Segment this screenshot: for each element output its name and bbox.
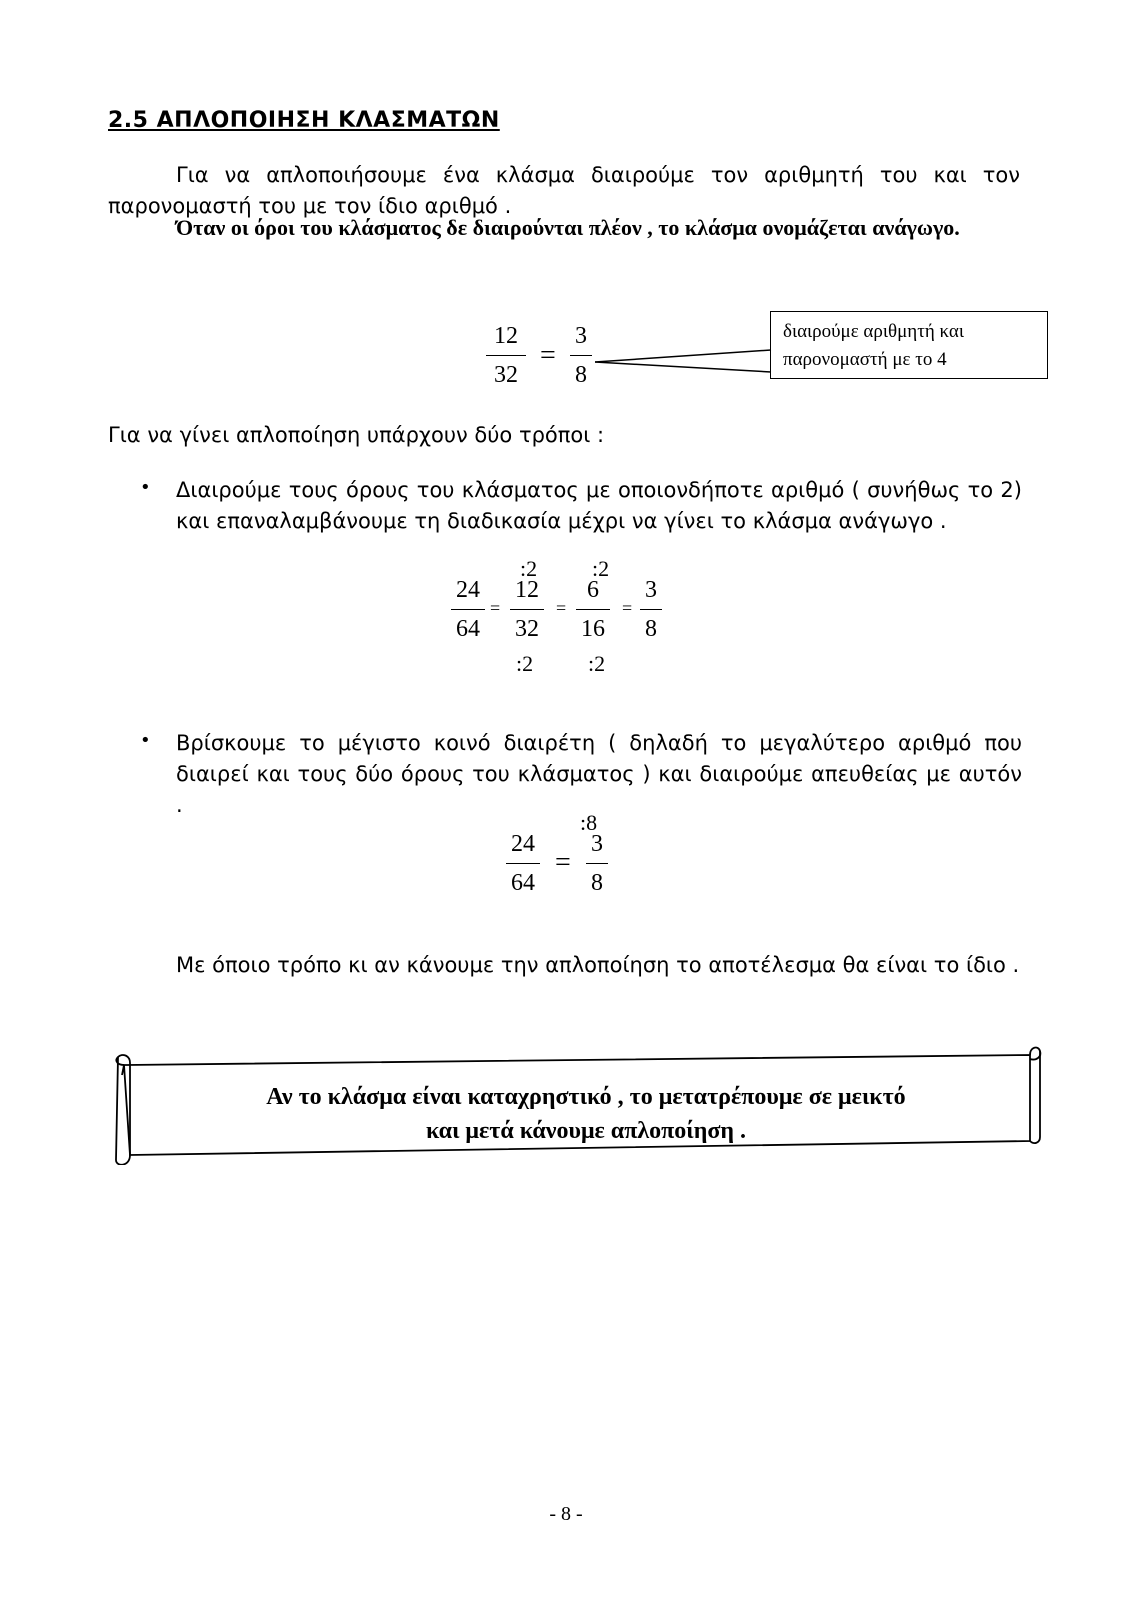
- example2-equals: =: [622, 598, 633, 618]
- page-number: - 8 -: [549, 1503, 583, 1525]
- example2-equals: =: [556, 598, 567, 618]
- fraction-bar: [576, 609, 610, 610]
- fraction-denominator: 64: [511, 870, 535, 896]
- example2-fraction-2: [510, 576, 544, 643]
- scroll-note: [136, 1080, 1036, 1148]
- example1-right-fraction: [570, 322, 592, 389]
- fraction-bar: [506, 863, 540, 864]
- scroll-note-line-2: και μετά κάνουμε απλοποίηση .: [425, 1118, 747, 1144]
- conclusion-paragraph: [108, 950, 1020, 981]
- scroll-note-line-1: Αν το κλάσμα είναι καταχρηστικό , το μετατρέπουμε σε μεικτό: [266, 1084, 906, 1110]
- fraction-numerator: 24: [511, 831, 535, 857]
- fraction-bar: [486, 355, 526, 356]
- fraction-numerator: 24: [456, 577, 480, 603]
- example2-fraction-4: [640, 576, 662, 643]
- bullet-marker: •: [140, 730, 151, 751]
- section-heading: 2.5 ΑΠΛΟΠΟΙΗΣΗ ΚΛΑΣΜΑΤΩΝ: [108, 108, 500, 133]
- example3-equals: =: [555, 847, 571, 878]
- fraction-bar: [586, 863, 608, 864]
- fraction-bar: [451, 609, 485, 610]
- divisor-label-bottom: :2: [516, 651, 534, 676]
- fraction-denominator: 8: [645, 616, 657, 642]
- bullet-text: Διαιρούμε τους όρους του κλάσματος με οποιονδήποτε αριθμό ( συνήθως το 2) και επαναλαμβάνουμε τη διαδικασία μέχρι να γίνει το κλάσμα ανάγωγο .: [176, 478, 1022, 533]
- conclusion-text: Με όποιο τρόπο κι αν κάνουμε την απλοποίηση το αποτέλεσμα θα είναι το ίδιο .: [176, 953, 1020, 977]
- intro-text: Για να απλοποιήσουμε ένα κλάσμα διαιρούμε τον αριθμητή του και τον παρονομαστή του με τον ίδιο αριθμό .: [108, 163, 1020, 218]
- example3-left-fraction: [506, 830, 540, 897]
- example2-equals: =: [490, 598, 501, 618]
- fraction-denominator: 32: [515, 616, 539, 642]
- divisor-label-top: :8: [580, 810, 598, 835]
- example1-equals: =: [540, 340, 556, 371]
- bullet-marker: •: [140, 477, 151, 498]
- example2-fraction-1: [451, 576, 485, 643]
- divisor-label-top: :2: [592, 556, 610, 581]
- divisor-label-bottom: :2: [588, 651, 606, 676]
- fraction-numerator: 12: [515, 577, 539, 603]
- fraction-denominator: 32: [494, 362, 518, 388]
- fraction-denominator: 8: [575, 362, 587, 388]
- bullet-text: Βρίσκουμε το μέγιστο κοινό διαιρέτη ( δηλαδή το μεγαλύτερο αριθμό που διαιρεί και τους δύο όρους του κλάσματος ) και διαιρούμε απευθείας με αυτόν .: [176, 731, 1022, 817]
- ways-intro: Για να γίνει απλοποίηση υπάρχουν δύο τρόποι :: [108, 423, 605, 447]
- fraction-numerator: 3: [645, 577, 657, 603]
- example2-fraction-3: [576, 576, 610, 643]
- fraction-denominator: 16: [581, 616, 605, 642]
- fraction-denominator: 8: [591, 870, 603, 896]
- example3-right-fraction: [586, 830, 608, 897]
- fraction-bar: [640, 609, 662, 610]
- fraction-numerator: 6: [587, 577, 599, 603]
- definition-text: Όταν οι όροι του κλάσματος δε διαιρούνται πλέον , το κλάσμα ονομάζεται ανάγωγο.: [176, 215, 960, 240]
- definition-paragraph: [108, 212, 1020, 243]
- fraction-bar: [510, 609, 544, 610]
- fraction-numerator: 3: [575, 323, 587, 349]
- fraction-bar: [570, 355, 592, 356]
- divisor-label-top: :2: [520, 556, 538, 581]
- example1-left-fraction: [486, 322, 526, 389]
- fraction-numerator: 3: [591, 831, 603, 857]
- callout-pointer: [595, 340, 775, 380]
- fraction-numerator: 12: [494, 323, 518, 349]
- callout-box: διαιρούμε αριθμητή και παρονομαστή με το 4: [770, 311, 1048, 379]
- fraction-denominator: 64: [456, 616, 480, 642]
